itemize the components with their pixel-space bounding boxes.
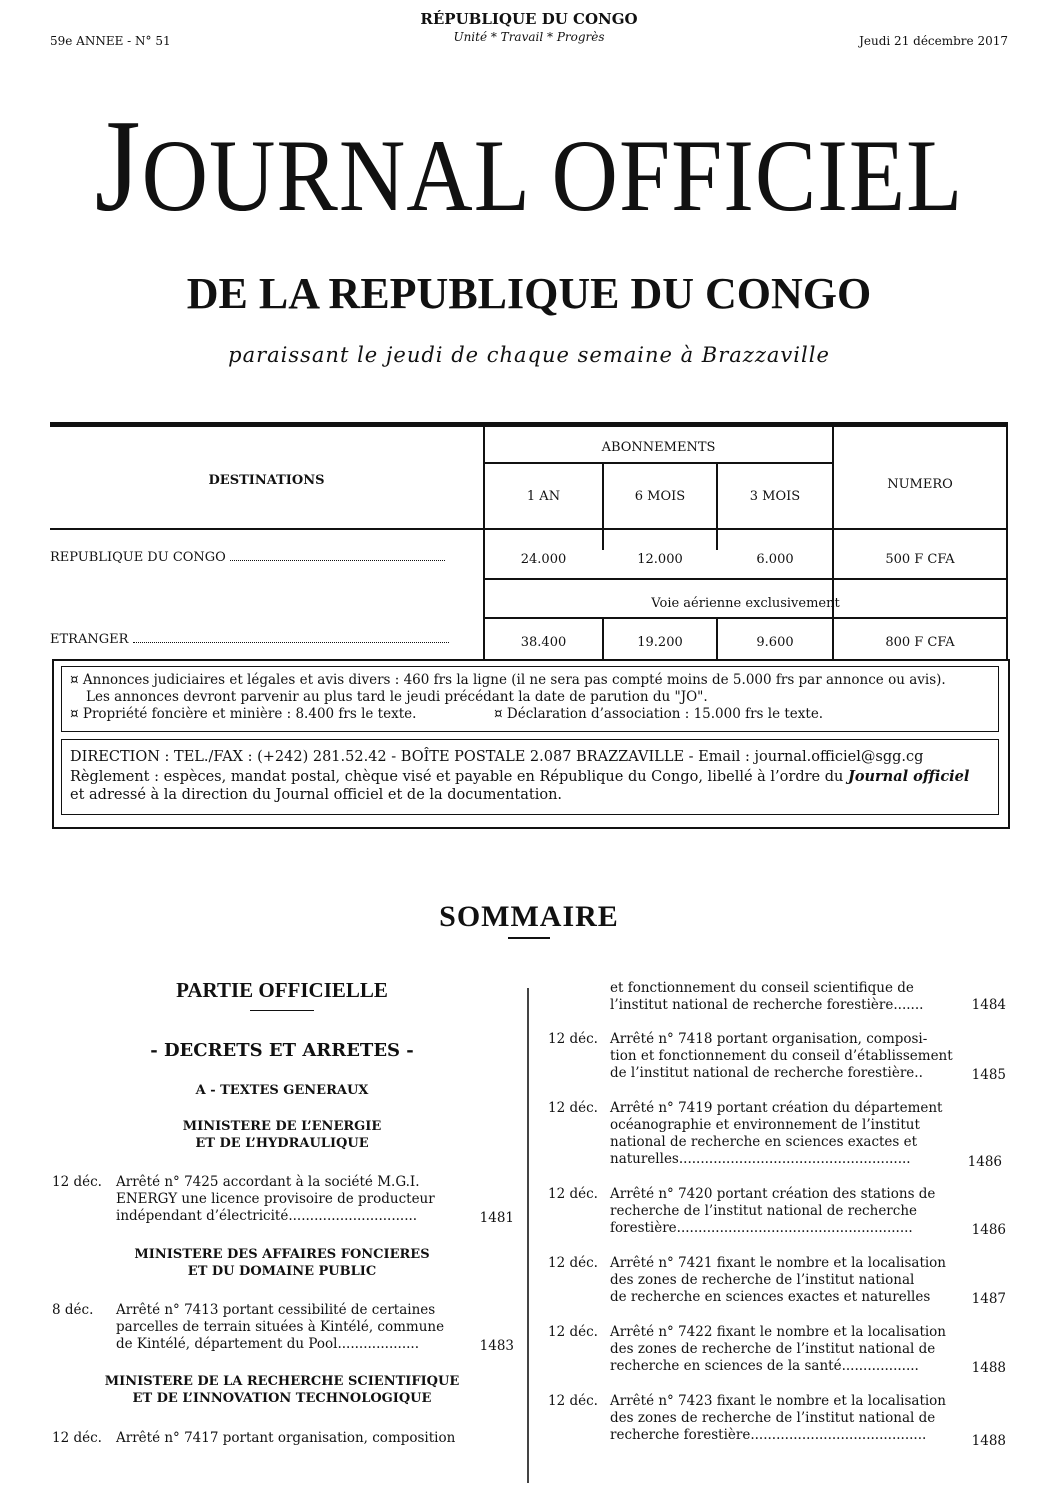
list-item: 12 déc. Arrêté n° 7418 portant organisation, composi- tion et fonctionnement du conseil d’établissement de l’institut national de recherche forestière.. 1485 bbox=[548, 1031, 1006, 1083]
list-item: 12 déc. Arrêté n° 7421 fixant le nombre et la localisation des zones de recherche de l’institut national de recherche en sciences exactes et naturelles 1487 bbox=[548, 1255, 1006, 1307]
partie-officielle: PARTIE OFFICIELLE bbox=[176, 978, 388, 1002]
list-item: 12 déc. Arrêté n° 7423 fixant le nombre et la localisation des zones de recherche de l’institut national de recherche forestière......................................... 1488 bbox=[548, 1393, 1006, 1449]
row2-1an: 38.400 bbox=[520, 635, 567, 650]
row1-6mois: 12.000 bbox=[637, 552, 683, 567]
direction-contact: DIRECTION : TEL./FAX : (+242) 281.52.42 - BOÎTE POSTALE 2.087 BRAZZAVILLE - Email : journal.officiel@sgg.cg bbox=[70, 749, 924, 765]
row2-6mois: 19.200 bbox=[637, 635, 683, 650]
national-motto: Unité * Travail * Progrès bbox=[453, 30, 605, 44]
sommaire-rule bbox=[508, 937, 550, 939]
partie-rule bbox=[250, 1010, 314, 1011]
ministry-recherche: MINISTERE DE LA RECHERCHE SCIENTIFIQUE ET DE L’INNOVATION TECHNOLOGIQUE bbox=[104, 1374, 460, 1406]
list-item: 12 déc. Arrêté n° 7422 fixant le nombre et la localisation des zones de recherche de l’institut national de recherche en sciences de la santé.................. 1488 bbox=[548, 1324, 1006, 1376]
decrets-heading: - DECRETS ET ARRETES - bbox=[150, 1040, 414, 1061]
journal-title bbox=[0, 92, 1058, 239]
table-row: ETRANGER bbox=[50, 632, 449, 647]
row1-numero: 500 F CFA bbox=[885, 552, 955, 567]
list-item: 12 déc. Arrêté n° 7417 portant organisation, composition bbox=[52, 1430, 456, 1446]
list-item: 12 déc. Arrêté n° 7425 accordant à la société M.G.I. ENERGY une licence provisoire de producteur indépendant d’électricité.............................. 1481 bbox=[52, 1174, 514, 1226]
title-initial: J bbox=[94, 92, 142, 239]
direction-reglement: Règlement : espèces, mandat postal, chèque visé et payable en République du Congo, libellé à l’ordre du Journal officiel bbox=[70, 768, 970, 785]
list-item: 8 déc. Arrêté n° 7413 portant cessibilité de certaines parcelles de terrain situées à Kintélé, commune de Kintélé, département du Pool................... 1483 bbox=[52, 1302, 514, 1354]
issue-date: Jeudi 21 décembre 2017 bbox=[859, 34, 1008, 48]
tariff-association: ¤ Déclaration d’association : 15.000 frs le texte. bbox=[494, 706, 824, 722]
ministry-energie: MINISTERE DE L’ENERGIE ET DE L’HYDRAULIQUE bbox=[182, 1119, 382, 1151]
list-item: et fonctionnement du conseil scientifique de l’institut national de recherche forestière....... 1484 bbox=[610, 980, 1006, 1013]
tariff-propriete: ¤ Propriété foncière et minière : 8.400 frs le texte. bbox=[70, 706, 417, 722]
sommaire-title: SOMMAIRE bbox=[439, 900, 619, 933]
title-rest: OURNAL OFFICIEL bbox=[141, 117, 964, 233]
row1-3mois: 6.000 bbox=[756, 552, 794, 567]
subscription-table bbox=[50, 422, 1008, 660]
abonnements-header: ABONNEMENTS bbox=[601, 440, 716, 455]
direction-panel bbox=[61, 739, 999, 815]
column-divider bbox=[527, 988, 529, 1483]
voie-aerienne: Voie aérienne exclusivement bbox=[651, 596, 840, 611]
row2-numero: 800 F CFA bbox=[885, 635, 955, 650]
tariffs-panel bbox=[61, 666, 999, 732]
destinations-header: DESTINATIONS bbox=[208, 473, 325, 488]
numero-header: NUMERO bbox=[887, 477, 953, 492]
journal-tagline: paraissant le jeudi de chaque semaine à Brazzaville bbox=[228, 343, 830, 367]
col-3mois: 3 MOIS bbox=[749, 489, 801, 504]
row1-1an: 24.000 bbox=[520, 552, 567, 567]
issue-number: 59e ANNEE - N° 51 bbox=[50, 34, 171, 48]
republic-name: RÉPUBLIQUE DU CONGO bbox=[420, 10, 638, 28]
col-6mois: 6 MOIS bbox=[634, 489, 686, 504]
textes-generaux: A - TEXTES GENERAUX bbox=[195, 1083, 369, 1098]
col-1an: 1 AN bbox=[526, 489, 561, 504]
list-item: 12 déc. Arrêté n° 7419 portant création du département océanographie et environnement de l’institut national de recherche en sciences exactes et naturelles...................................................... 1486 bbox=[548, 1100, 1002, 1170]
row2-3mois: 9.600 bbox=[756, 635, 794, 650]
journal-subtitle: DE LA REPUBLIQUE DU CONGO bbox=[186, 269, 872, 318]
table-row: REPUBLIQUE DU CONGO bbox=[50, 550, 445, 565]
ministry-affaires-foncieres: MINISTERE DES AFFAIRES FONCIERES ET DU DOMAINE PUBLIC bbox=[134, 1247, 430, 1279]
list-item: 12 déc. Arrêté n° 7420 portant création des stations de recherche de l’institut national de recherche forestière....................................................... 1486 bbox=[548, 1186, 1006, 1238]
tariff-deadline: Les annonces devront parvenir au plus tard le jeudi précédant la date de parution du "JO". bbox=[86, 689, 708, 705]
direction-address: et adressé à la direction du Journal officiel et de la documentation. bbox=[70, 787, 563, 803]
tariff-annonces: ¤ Annonces judiciaires et légales et avis divers : 460 frs la ligne (il ne sera pas compté moins de 5.000 frs par annonce ou avis). bbox=[70, 672, 946, 688]
notice-box bbox=[52, 659, 1010, 829]
